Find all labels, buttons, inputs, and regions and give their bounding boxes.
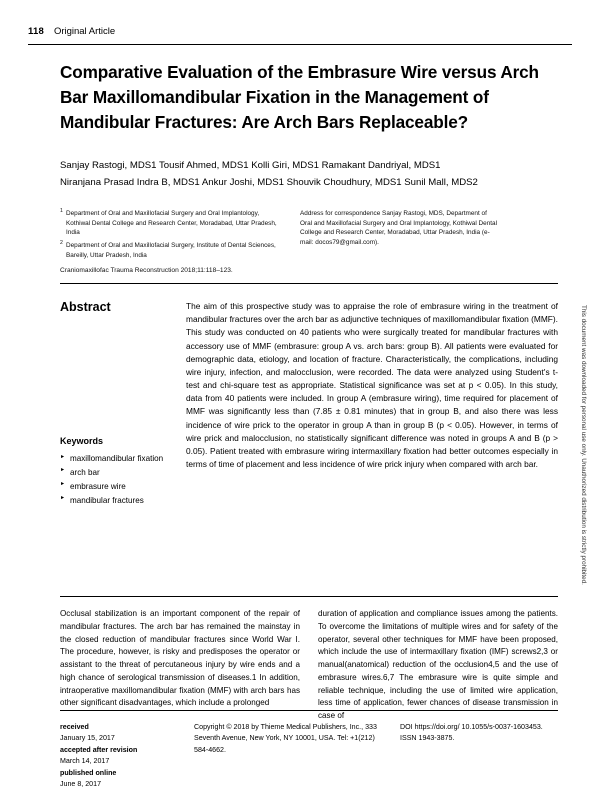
affiliation-number: 1	[60, 208, 63, 214]
body-columns	[60, 608, 558, 723]
abstract-bottom-divider	[60, 596, 558, 597]
published-value: June 8, 2017	[60, 780, 102, 789]
journal-citation: Craniomaxillofac Trauma Reconstruction 2018;11:118–123.	[60, 267, 233, 274]
footer-doi: DOI https://doi.org/ 10.1055/s-0037-1603453. ISSN 1943-3875.	[400, 723, 543, 743]
affiliation-text: Department of Oral and Maxillofacial Surgery, Institute of Dental Sciences, Bareilly, Uttar Pradesh, India	[66, 242, 276, 259]
keyword-item: ► mandibular fractures	[60, 494, 180, 508]
running-head	[28, 22, 572, 40]
received-label: received	[60, 723, 89, 731]
body-column-right: duration of application and compliance issues among the patients. To overcome the limitations of multiple wires and for safety of the operator, several other techniques for MMF have been proposed, which include the use of intermaxillary fixation (IMF) screws2,3 or manual(anatomical) reduction of the occlusion4,5 and the use of embrasure wires.6,7 The embrasure wire is quite simple and reliable technique, including the use of limited wire application, less time of application, fewer chances of disease transmission in case of	[318, 609, 558, 721]
footer-divider	[60, 710, 558, 711]
affiliation-number: 2	[60, 240, 63, 247]
body-column-left: Occlusal stabilization is an important component of the repair of mandibular fractures. The arch bar has remained the mainstay in the closed reduction of mandibular fractures since World War I. The procedure, however, is risky and predisposes the operator or assistant to the threat of percutaneous injury by wire ends and a high chance of serological transmission of diseases.1 In addition, intraoperative maxillomandibular fixation (MMF) with arch bars has other significant disadvantages, which include a prolonged	[60, 609, 300, 708]
affiliations	[60, 209, 282, 264]
affiliation-item	[60, 209, 282, 238]
correspondence-block: Address for correspondence Sanjay Rastogi, MDS, Department of Oral and Maxillofacial Surgery and Oral Implantology, Kothiwal Dental College and Research Center, Moradabad, Uttar Pradesh, India (e-mail: docos79@gmail.com).	[300, 210, 498, 247]
page-number: 118	[28, 25, 44, 37]
keywords-heading: Keywords	[60, 436, 104, 446]
affiliation-text: Department of Oral and Maxillofacial Surgery and Oral Implantology, Kothiwal Dental College and Research Center, Moradabad, Uttar Pradesh, India	[66, 210, 277, 237]
abstract-heading: Abstract	[60, 300, 111, 314]
affiliation-item	[60, 241, 282, 260]
footer-copyright: Copyright © 2018 by Thieme Medical Publishers, Inc., 333 Seventh Avenue, New York, NY 10001, USA. Tel: +1(212) 584-4662.	[194, 723, 377, 754]
author-line-2: Niranjana Prasad Indra B, MDS1 Ankur Joshi, MDS1 Shouvik Choudhury, MDS1 Sunil Mall, MDS2	[60, 176, 478, 188]
keyword-item: ► maxillomandibular fixation	[60, 452, 180, 466]
abstract-top-divider	[60, 283, 558, 284]
keyword-item: ► embrasure wire	[60, 480, 180, 494]
keywords-list	[60, 452, 180, 508]
abstract-text: The aim of this prospective study was to appraise the role of embrasure wiring in the treatment of mandibular fractures over the arch bar as adjunctive techniques of maxillomandibular fixation (MMF). This study was conducted on 40 patients who were surgically treated for mandibular fractures with accessory use of MMF (embrasure: group A vs. arch bars: group B). All patients were evaluated for demographic data, etiology, and location of fracture. Characteristically, the complications, including wire injury, infection, and malocclusion, were recorded. The data were analyzed using Student's t-test and chi-square test as appropriate. Statistical significance was set at p < 0.05). In this study, data from 40 patients were included. In group A (embrasure wiring), time required for placement of MMF was significantly less than (7.85 ± 0.81 minutes) that in group B, and also there was less incidence of wire prick to the operator in group A than in group B (p < 0.05). However, in terms of wire prick and malocclusion, no statistically significant difference was noted in groups A and B (p > 0.05). Patient treated with embrasure wiring intermaxillary fixation had better outcomes especially in terms of time of placement and less incidence of wire prick injury when compared with arch bar.	[186, 301, 558, 470]
author-list	[60, 158, 558, 192]
section-title: Original Article	[53, 25, 116, 37]
side-note-container	[578, 305, 590, 635]
article-title: Comparative Evaluation of the Embrasure Wire versus Arch Bar Maxillomandibular Fixation in the Management of Mandibular Fractures: Are Arch Bars Replaceable?	[60, 62, 539, 132]
published-label: published online	[60, 768, 117, 777]
footer-dates	[60, 722, 178, 791]
keyword-item: ► arch bar	[60, 466, 180, 480]
accepted-value: March 14, 2017	[60, 757, 110, 766]
side-note: This document was downloaded for personal use only. Unauthorized distribution is strictly prohibited.	[580, 305, 587, 585]
received-value: January 15, 2017	[60, 734, 115, 743]
header-divider	[28, 44, 572, 45]
author-line-1: Sanjay Rastogi, MDS1 Tousif Ahmed, MDS1 Kolli Giri, MDS1 Ramakant Dandriyal, MDS1	[60, 160, 441, 171]
footer	[60, 722, 558, 791]
accepted-label: accepted after revision	[60, 745, 138, 754]
